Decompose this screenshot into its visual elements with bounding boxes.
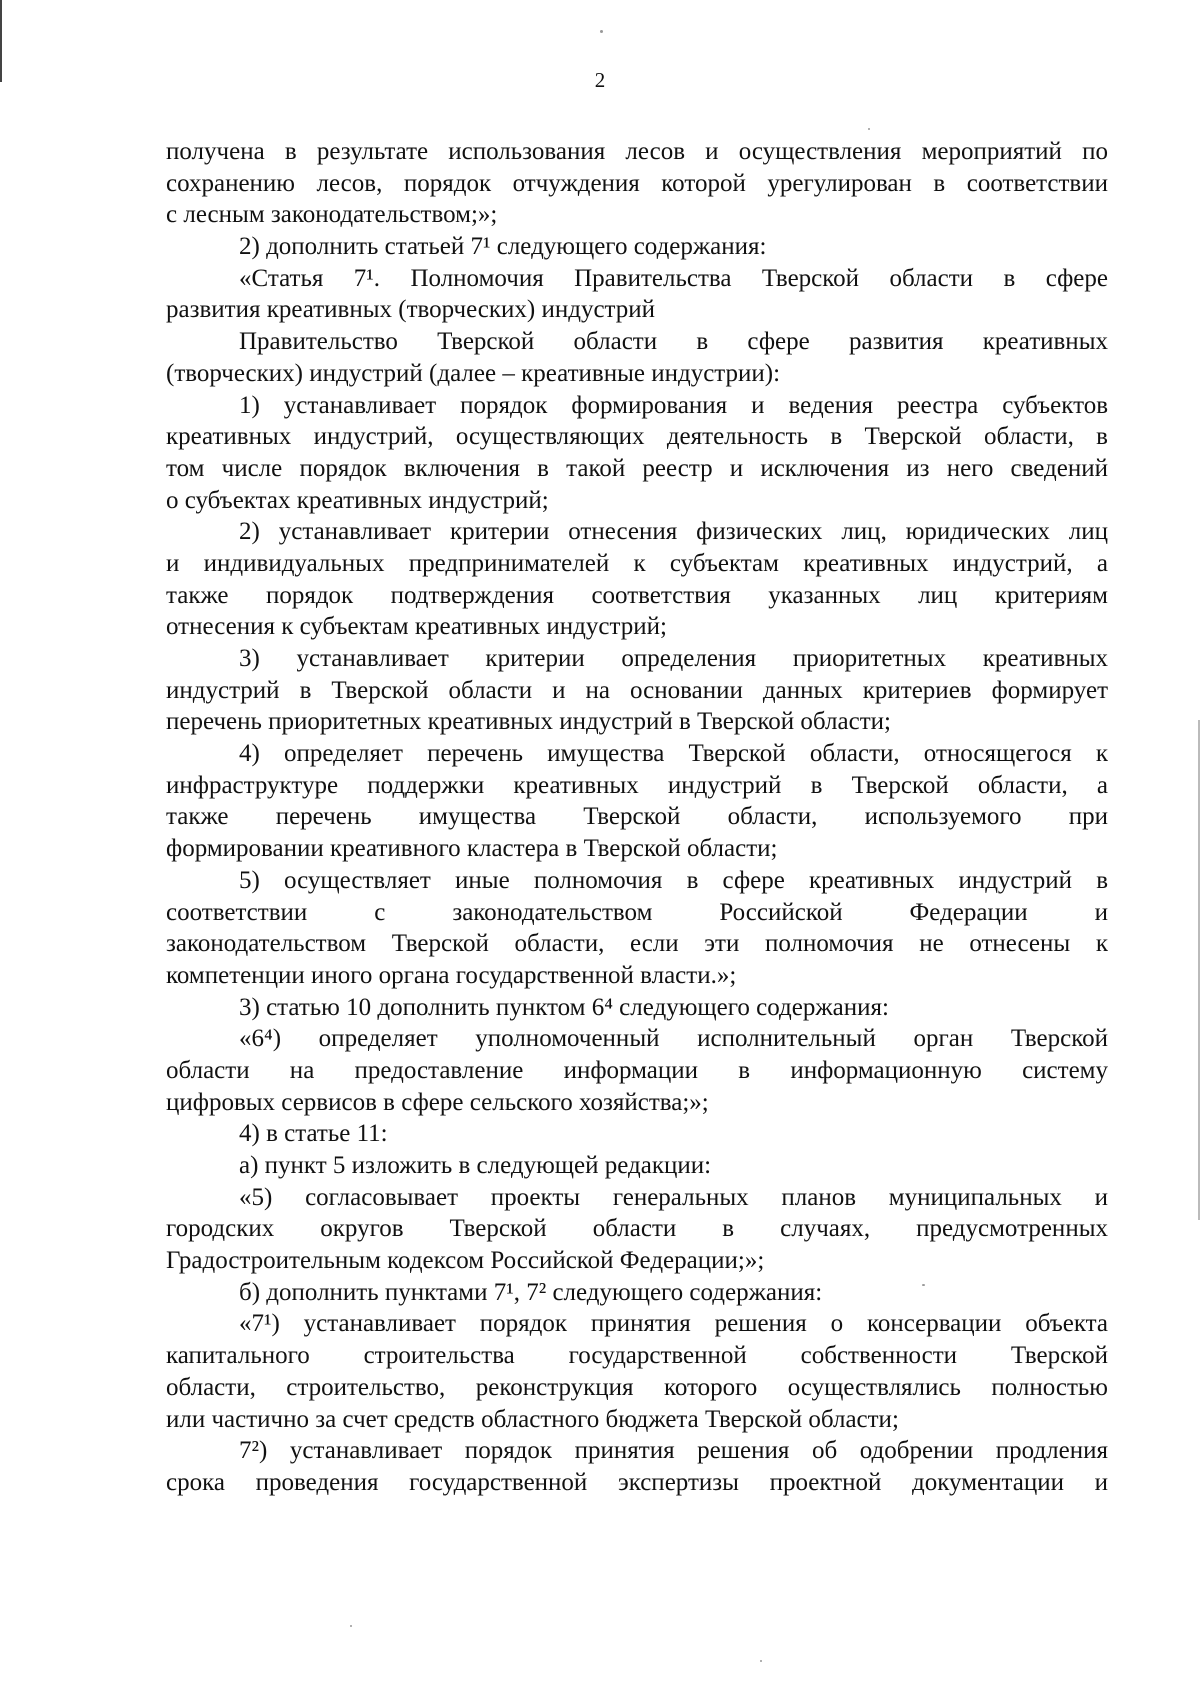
scan-speck [350, 1625, 352, 1627]
text-line: соответствии с законодательством Российской Федерации и [166, 898, 1108, 926]
text-line: развития креативных (творческих) индустрий [166, 296, 656, 324]
text-line: б) дополнить пунктами 7¹, 7² следующего содержания: [239, 1278, 823, 1306]
text-line: и индивидуальных предпринимателей к субъектам креативных индустрий, а [166, 549, 1108, 577]
text-line: 4) в статье 11: [239, 1120, 388, 1148]
text-line: 5) осуществляет иные полномочия в сфере креативных индустрий в [239, 866, 1108, 894]
text-line: 7²) устанавливает порядок принятия решения об одобрении продления [239, 1437, 1108, 1465]
scan-speck [922, 1284, 925, 1286]
text-line: 3) статью 10 дополнить пунктом 6⁴ следующего содержания: [239, 993, 889, 1021]
text-line: о субъектах креативных индустрий; [166, 486, 549, 514]
text-line: формировании креативного кластера в Тверской области; [166, 835, 778, 863]
scan-speck [600, 30, 603, 33]
text-line: цифровых сервисов в сфере сельского хозяйства;»; [166, 1088, 709, 1116]
document-body [166, 136, 1108, 1499]
text-line: 2) устанавливает критерии отнесения физических лиц, юридических лиц [239, 518, 1108, 546]
scan-speck [868, 128, 870, 130]
text-line: получена в результате использования лесов и осуществления мероприятий по [166, 138, 1108, 165]
text-line: индустрий в Тверской области и на основании данных критериев формирует [166, 676, 1108, 704]
text-line: перечень приоритетных креативных индустрий в Тверской области; [166, 708, 891, 736]
text-line: срока проведения государственной экспертизы проектной документации и [166, 1468, 1108, 1496]
text-line: Градостроительным кодексом Российской Федерации;»; [166, 1247, 765, 1275]
text-line: 4) определяет перечень имущества Тверской области, относящегося к [239, 740, 1108, 768]
text-line: капитального строительства государственной собственности Тверской [166, 1342, 1108, 1370]
text-line: 3) устанавливает критерии определения приоритетных креативных [239, 645, 1108, 672]
text-line: городских округов Тверской области в случаях, предусмотренных [166, 1215, 1108, 1243]
text-line: инфраструктуре поддержки креативных индустрий в Тверской области, а [166, 771, 1108, 799]
text-line: «6⁴) определяет уполномоченный исполнительный орган Тверской [239, 1025, 1108, 1053]
text-line: Правительство Тверской области в сфере развития креативных [239, 328, 1108, 356]
text-line: с лесным законодательством;»; [166, 201, 498, 229]
text-line: отнесения к субъектам креативных индустрий; [166, 613, 667, 641]
text-line: а) пункт 5 изложить в следующей редакции: [239, 1152, 712, 1179]
text-line: или частично за счет средств областного бюджета Тверской области; [166, 1405, 899, 1433]
text-line: законодательством Тверской области, если эти полномочия не отнесены к [166, 930, 1108, 958]
text-line: также перечень имущества Тверской области, используемого при [166, 803, 1108, 831]
text-line: также порядок подтверждения соответствия указанных лиц критериям [166, 581, 1108, 609]
text-line: компетенции иного органа государственной власти.»; [166, 961, 737, 989]
text-line: «5) согласовывает проекты генеральных планов муниципальных и [239, 1183, 1108, 1211]
text-line: сохранению лесов, порядок отчуждения которой урегулирован в соответствии [166, 169, 1108, 197]
text-line: том числе порядок включения в такой реестр и исключения из него сведений [166, 454, 1108, 482]
text-line: «7¹) устанавливает порядок принятия решения о консервации объекта [239, 1310, 1108, 1338]
text-line: области, строительство, реконструкция которого осуществлялись полностью [166, 1373, 1108, 1401]
text-line: «Статья 7¹. Полномочия Правительства Тверской области в сфере [239, 264, 1108, 292]
page-number: 2 [594, 68, 606, 92]
text-line: 1) устанавливает порядок формирования и ведения реестра субъектов [239, 391, 1108, 419]
scan-speck [760, 1660, 762, 1662]
text-line: креативных индустрий, осуществляющих деятельность в Тверской области, в [166, 423, 1108, 451]
text-line: (творческих) индустрий (далее – креативные индустрии): [166, 359, 781, 387]
text-line: области на предоставление информации в информационную систему [166, 1056, 1108, 1084]
text-line: 2) дополнить статьей 7¹ следующего содержания: [239, 233, 767, 261]
